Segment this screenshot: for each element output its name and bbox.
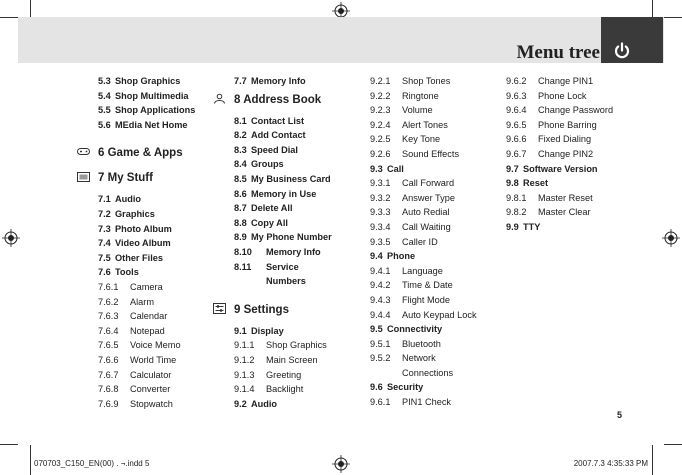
- power-icon: [612, 41, 632, 61]
- menu-item: [98, 118, 226, 133]
- menu-item-number: 9.4.1: [370, 265, 391, 276]
- menu-item-number: 9.2.2: [370, 90, 391, 101]
- menu-item-label: Notepad: [130, 325, 165, 336]
- menu-item: [234, 260, 362, 275]
- menu-item-label: Photo Album: [115, 223, 172, 234]
- menu-item-number: 7.6.6: [98, 354, 119, 365]
- menu-item-number: 8.4: [234, 159, 247, 170]
- menu-item-label: Shop Graphics: [266, 340, 327, 351]
- menu-item-number: 9.6.3: [506, 90, 527, 101]
- menu-item-label: Speed Dial: [251, 144, 298, 155]
- menu-item-number: 9.8.1: [506, 192, 527, 203]
- menu-item-number: 9.4.4: [370, 309, 391, 320]
- menu-item-number: 8.5: [234, 173, 247, 184]
- game-icon: [77, 146, 90, 157]
- menu-item-label: Shop Multimedia: [115, 90, 189, 101]
- menu-item: [98, 74, 226, 89]
- menu-item: [370, 351, 500, 366]
- menu-item-label: Change PIN1: [538, 76, 594, 86]
- menu-item-label: Shop Tones: [402, 76, 451, 86]
- menu-item: [370, 220, 500, 235]
- menu-item: [98, 280, 226, 295]
- crop-mark: [0, 444, 18, 445]
- folder-icon: [77, 171, 90, 182]
- menu-item-number: 9.3.4: [370, 221, 391, 232]
- menu-item-number: 9.7: [506, 163, 519, 174]
- menu-item: 9.9 TTY: [506, 221, 541, 232]
- menu-item-label: Sound Effects: [402, 148, 460, 159]
- menu-item-label: Auto Keypad Lock: [402, 309, 477, 320]
- menu-item-label: Phone Lock: [538, 90, 587, 101]
- menu-item: [506, 176, 636, 191]
- menu-item-label: Reset: [523, 178, 549, 189]
- menu-item: [370, 308, 500, 323]
- menu-item-label: Greeting: [266, 369, 302, 380]
- menu-item-number: 9.2.6: [370, 148, 391, 159]
- menu-item-number: 9.1.3: [234, 369, 255, 380]
- menu-item-number: 7.6.3: [98, 311, 119, 322]
- menu-item-number: 9.1.1: [234, 340, 255, 351]
- menu-item-number: 8.10: [234, 246, 252, 257]
- menu-item: [98, 324, 226, 339]
- crop-mark: [30, 0, 31, 17]
- menu-item-label: Key Tone: [402, 134, 441, 145]
- section-game-apps: 6 Game & Apps: [98, 142, 226, 167]
- menu-item: [370, 89, 500, 104]
- menu-item-number: 9.5.2: [370, 353, 391, 364]
- menu-item: [370, 264, 500, 279]
- menu-item-number: 8.1: [234, 115, 247, 126]
- menu-item: [234, 368, 362, 383]
- menu-item-label: My Phone Number: [251, 232, 332, 243]
- registration-mark-right: [662, 229, 680, 247]
- power-tab: [601, 17, 663, 63]
- menu-item-number: 7.6.5: [98, 340, 119, 351]
- menu-item: 9.3 Call: [370, 163, 404, 174]
- menu-item-number: 9.3.5: [370, 236, 391, 247]
- crop-mark: [0, 17, 18, 18]
- menu-item: [98, 265, 226, 280]
- menu-item-label: Main Screen: [266, 354, 318, 365]
- menu-item-label: Fixed Dialing: [538, 134, 592, 145]
- section-address-book: 8 Address Book: [234, 89, 362, 114]
- menu-item-label: Stopwatch: [130, 398, 173, 409]
- menu-item-label: Copy All: [251, 217, 288, 228]
- menu-item: [234, 382, 362, 397]
- menu-item: [98, 338, 226, 353]
- menu-item-label: Caller ID: [402, 236, 438, 247]
- menu-item-number: 8.2: [234, 130, 247, 141]
- menu-item-number: 9.2.5: [370, 134, 391, 145]
- menu-item-label: Answer Type: [402, 192, 455, 203]
- menu-item: [370, 176, 500, 191]
- menu-item: 7.7 Memory Info: [234, 76, 306, 86]
- menu-item-number: 5.6: [98, 119, 111, 130]
- menu-item: [98, 103, 226, 118]
- menu-item: [506, 103, 636, 118]
- menu-item: [98, 309, 226, 324]
- registration-mark-left: [2, 229, 20, 247]
- menu-item-label: Auto Redial: [402, 207, 450, 218]
- menu-item-continuation: Connections: [402, 367, 454, 378]
- menu-item-number: 8.3: [234, 144, 247, 155]
- menu-item-label: Converter: [130, 384, 171, 395]
- menu-item-number: 9.4.2: [370, 280, 391, 291]
- page-number: 5: [617, 410, 623, 420]
- menu-item: [370, 191, 500, 206]
- menu-item-number: 7.3: [98, 223, 111, 234]
- menu-item-label: Contact List: [251, 115, 305, 126]
- slug-filename: 070703_C150_EN(00) . ¬.indd 5: [34, 459, 150, 468]
- menu-item: [370, 278, 500, 293]
- menu-item: [370, 147, 500, 162]
- menu-item-label: Change PIN2: [538, 148, 594, 159]
- menu-item-label: Network: [402, 353, 436, 364]
- menu-item: 9.1 Display: [234, 325, 284, 336]
- menu-item-number: 7.4: [98, 238, 111, 249]
- menu-item-number: 7.6.8: [98, 384, 119, 395]
- menu-item-label: Video Album: [115, 238, 171, 249]
- menu-item-number: 7.6.7: [98, 369, 119, 380]
- menu-item-label: My Business Card: [251, 173, 331, 184]
- menu-item-number: 5.5: [98, 105, 111, 116]
- menu-item: [98, 236, 226, 251]
- menu-item: [506, 147, 636, 162]
- menu-item-number: 9.3.1: [370, 178, 391, 189]
- menu-item-number: 9.8.2: [506, 207, 527, 218]
- menu-item-label: Alert Tones: [402, 119, 448, 130]
- menu-item-label: Calendar: [130, 311, 168, 322]
- menu-item-label: Other Files: [115, 252, 163, 263]
- menu-item-number: 8.8: [234, 217, 247, 228]
- section-my-stuff: 7 My Stuff: [98, 167, 226, 192]
- menu-item: [98, 368, 226, 383]
- page-title: Menu tree: [516, 42, 600, 63]
- menu-item-label: Shop Graphics: [115, 76, 181, 86]
- menu-item: [506, 162, 636, 177]
- menu-item-number: 9.6.5: [506, 119, 527, 130]
- menu-item-number: 7.6.4: [98, 325, 119, 336]
- menu-item-number: 7.5: [98, 252, 111, 263]
- slug-timestamp: 2007.7.3 4:35:33 PM: [573, 459, 648, 468]
- menu-item-number: 9.4.3: [370, 294, 391, 305]
- menu-item-label: Camera: [130, 281, 163, 292]
- menu-item-label: Bluetooth: [402, 338, 441, 349]
- menu-item-label: Tools: [115, 267, 139, 278]
- menu-item-number: 8.11: [234, 261, 252, 272]
- menu-item-number: 9.2.1: [370, 76, 391, 86]
- menu-item-number: 7.6.1: [98, 281, 119, 292]
- menu-item-number: 9.3.3: [370, 207, 391, 218]
- menu-item: [98, 382, 226, 397]
- menu-item-label: Memory Info: [266, 246, 321, 257]
- menu-item: [98, 192, 226, 207]
- menu-item-number: 9.5.1: [370, 338, 391, 349]
- crop-mark: [30, 445, 31, 475]
- menu-item-number: 8.7: [234, 203, 247, 214]
- menu-item-number: 7.6: [98, 267, 111, 278]
- menu-item-label: Graphics: [115, 208, 155, 219]
- menu-item: [98, 89, 226, 104]
- menu-item-label: Calculator: [130, 369, 172, 380]
- settings-icon: [213, 303, 226, 314]
- menu-item-number: 8.9: [234, 232, 247, 243]
- menu-item: [234, 143, 362, 158]
- menu-item-number: 9.8: [506, 178, 519, 189]
- menu-item-number: 7.2: [98, 208, 111, 219]
- menu-item: [234, 172, 362, 187]
- menu-item-number: 8.6: [234, 188, 247, 199]
- menu-item-label: Volume: [402, 105, 433, 116]
- menu-item-number: 9.6.6: [506, 134, 527, 145]
- menu-item: [370, 395, 500, 410]
- menu-item-label: MEdia Net Home: [115, 119, 188, 130]
- menu-item-label: Language: [402, 265, 443, 276]
- menu-item: 9.5 Connectivity: [370, 324, 443, 335]
- menu-item: [98, 353, 226, 368]
- menu-item-label: Shop Applications: [115, 105, 196, 116]
- menu-item: [506, 205, 636, 220]
- menu-item: [234, 157, 362, 172]
- menu-item: [370, 103, 500, 118]
- menu-item: [98, 397, 226, 412]
- menu-item-number: 9.6.4: [506, 105, 527, 116]
- menu-item: [98, 207, 226, 222]
- menu-item: [98, 222, 226, 237]
- menu-item-label: Master Reset: [538, 192, 593, 203]
- menu-item: [234, 353, 362, 368]
- menu-item-number: 9.2.4: [370, 119, 391, 130]
- menu-item: [234, 338, 362, 353]
- menu-item: [234, 114, 362, 129]
- menu-item: 9.2 Audio: [234, 398, 278, 409]
- menu-item-label: Memory in Use: [251, 188, 317, 199]
- menu-item: [370, 118, 500, 133]
- menu-item-number: 9.6.2: [506, 76, 527, 86]
- menu-item-label: Master Clear: [538, 207, 591, 218]
- menu-item: [98, 251, 226, 266]
- menu-item: [506, 74, 636, 89]
- section-settings: 9 Settings: [234, 299, 362, 324]
- menu-item: [234, 187, 362, 202]
- menu-item: [370, 293, 500, 308]
- menu-column-4: [506, 74, 636, 235]
- menu-item-number: 9.2.3: [370, 105, 391, 116]
- crop-mark: [652, 0, 653, 17]
- menu-item: [98, 295, 226, 310]
- menu-item-label: World Time: [130, 354, 177, 365]
- menu-item-number: 5.3: [98, 76, 111, 86]
- menu-item-label: Change Password: [538, 105, 614, 116]
- crop-mark: [652, 445, 653, 475]
- menu-item-number: 9.1.2: [234, 354, 255, 365]
- menu-item-label: Call Waiting: [402, 221, 451, 232]
- menu-item-label: Alarm: [130, 296, 154, 307]
- registration-mark-bottom: [332, 455, 350, 473]
- menu-item-number: 9.6.7: [506, 148, 527, 159]
- menu-item: 9.6 Security: [370, 382, 424, 393]
- menu-item-number: 7.6.2: [98, 296, 119, 307]
- crop-mark: [664, 444, 682, 445]
- menu-item: [506, 118, 636, 133]
- menu-item: [506, 89, 636, 104]
- menu-item: [370, 205, 500, 220]
- menu-item-label: PIN1 Check: [402, 397, 452, 408]
- menu-item: [506, 132, 636, 147]
- menu-item: [234, 216, 362, 231]
- menu-item-number: 9.3.2: [370, 192, 391, 203]
- menu-item-label: Groups: [251, 159, 284, 170]
- menu-item-number: 7.6.9: [98, 398, 119, 409]
- menu-item-label: Time & Date: [402, 280, 453, 291]
- menu-column-3: [370, 74, 500, 410]
- menu-item-label: Phone Barring: [538, 119, 597, 130]
- menu-item-label: Ringtone: [402, 90, 439, 101]
- menu-item-label: Service: [266, 261, 299, 272]
- menu-column-1: [98, 74, 226, 411]
- menu-item-number: 9.6.1: [370, 397, 391, 408]
- menu-item: 9.4 Phone: [370, 251, 416, 262]
- menu-item-label: Audio: [115, 194, 142, 205]
- menu-item-continuation: Numbers: [266, 276, 306, 287]
- menu-item-label: Add Contact: [251, 130, 306, 141]
- menu-item: [370, 337, 500, 352]
- crop-mark: [664, 17, 682, 18]
- menu-item: [234, 128, 362, 143]
- menu-item: [506, 191, 636, 206]
- menu-item-number: 7.1: [98, 194, 111, 205]
- menu-item-label: Delete All: [251, 203, 293, 214]
- menu-item-label: Software Version: [523, 163, 598, 174]
- menu-item-label: Backlight: [266, 384, 304, 395]
- menu-item: [370, 74, 500, 89]
- menu-item: [234, 230, 362, 245]
- menu-item: [370, 235, 500, 250]
- menu-column-2: [234, 74, 362, 411]
- menu-item-label: Flight Mode: [402, 294, 451, 305]
- menu-item: [234, 201, 362, 216]
- menu-item-label: Call Forward: [402, 178, 455, 189]
- menu-item: [234, 245, 362, 260]
- menu-item: [370, 132, 500, 147]
- address-book-icon: [213, 93, 226, 104]
- menu-item-number: 5.4: [98, 90, 111, 101]
- menu-item-label: Voice Memo: [130, 340, 181, 351]
- menu-item-number: 9.1.4: [234, 384, 255, 395]
